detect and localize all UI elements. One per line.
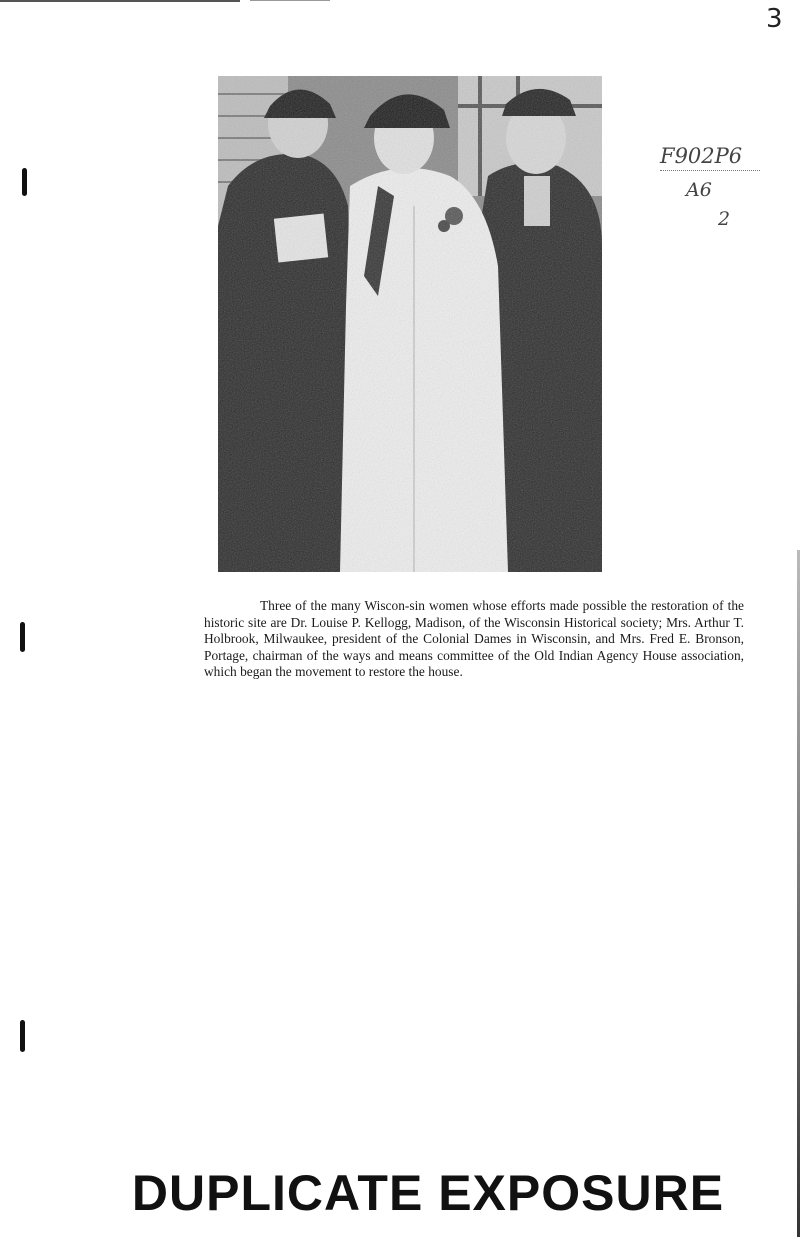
archive-item-number: 2 bbox=[718, 208, 731, 230]
handwritten-archive-note bbox=[660, 146, 770, 229]
punch-hole-mark bbox=[20, 1020, 25, 1052]
scan-edge-line bbox=[250, 0, 330, 1]
duplicate-exposure-label: DUPLICATE EXPOSURE bbox=[131, 1165, 725, 1221]
scan-edge-line bbox=[0, 0, 240, 2]
archive-box-code: A6 bbox=[686, 179, 712, 201]
caption-text: Three of the many Wiscon-sin women whose efforts made possible the restoration of the historic site are Dr. Louise P. Kellogg, Madison, of the Wisconsin Historical society; Mrs. Arthur T. Holbrook, Milwaukee, president of the Colonial Dames in Wisconsin, and Mrs. Fred E. Bronson, Portage, chairman of the ways and means committee of the Old Indian Agency House association, which began the movement to restore the house. bbox=[204, 598, 744, 680]
punch-hole-mark bbox=[20, 622, 25, 652]
page-number: 3 bbox=[766, 4, 783, 34]
punch-hole-mark bbox=[22, 168, 27, 196]
newspaper-photo bbox=[218, 76, 602, 572]
photo-caption bbox=[204, 598, 744, 681]
archive-call-number: F902P6 bbox=[660, 146, 760, 171]
